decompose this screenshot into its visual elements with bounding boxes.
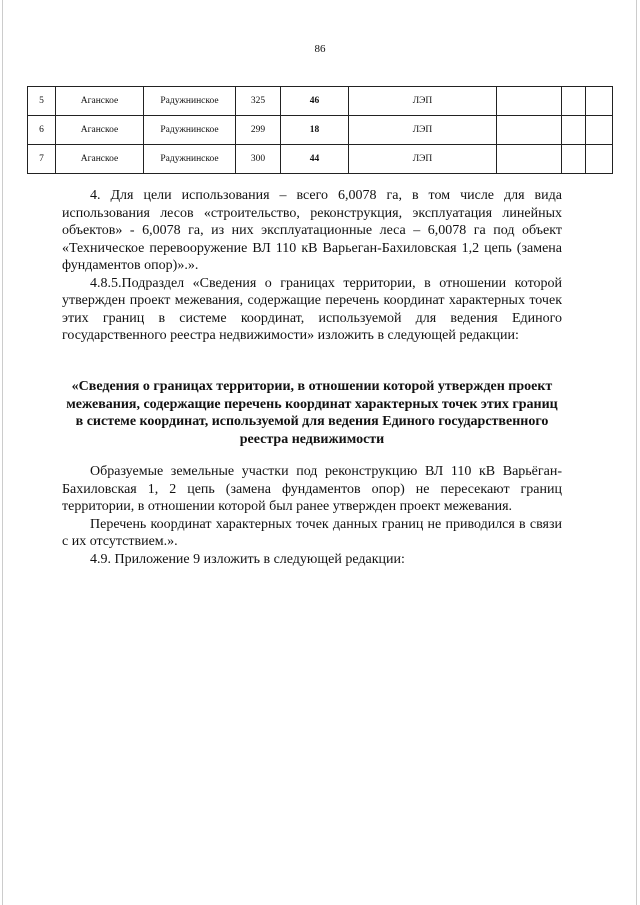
cell-empty <box>586 145 613 174</box>
body-block-2 <box>62 463 562 568</box>
cell-settlement: Аганское <box>56 87 144 116</box>
paragraph-parcels: Образуемые земельные участки под реконструкцию ВЛ 110 кВ Варьёган-Бахиловская 1, 2 цепь (замена фундаментов опор) не пересекают границ территории, в отношении которой был ранее утвержден проект межевания. <box>62 464 562 514</box>
cell-empty <box>497 116 562 145</box>
cell-empty <box>497 145 562 174</box>
paragraph-subsection: 4.8.5.Подраздел «Сведения о границах территории, в отношении которой утвержден проект межевания, содержащие перечень координат характерных точек этих границ в системе координат, используемой для ведения Единого государственного реестра недвижимости» изложить в следующей редакции: <box>62 275 562 343</box>
cell-quarter: 325 <box>236 87 281 116</box>
cell-plot: 18 <box>281 116 349 145</box>
body-block-1 <box>62 187 562 345</box>
scan-edge-left <box>2 0 3 905</box>
cell-empty <box>562 87 586 116</box>
cell-quarter: 300 <box>236 145 281 174</box>
cell-empty <box>562 145 586 174</box>
cell-empty <box>586 116 613 145</box>
paragraph-appendix: 4.9. Приложение 9 изложить в следующей редакции: <box>90 551 405 567</box>
cell-district: Радужнинское <box>144 87 236 116</box>
cell-district: Радужнинское <box>144 116 236 145</box>
cell-settlement: Аганское <box>56 145 144 174</box>
cell-empty <box>497 87 562 116</box>
cell-number: 6 <box>28 116 56 145</box>
table-row <box>28 145 613 174</box>
cell-empty <box>586 87 613 116</box>
cell-district: Радужнинское <box>144 145 236 174</box>
cell-quarter: 299 <box>236 116 281 145</box>
cell-settlement: Аганское <box>56 116 144 145</box>
cell-plot: 44 <box>281 145 349 174</box>
cell-number: 5 <box>28 87 56 116</box>
cell-number: 7 <box>28 145 56 174</box>
cell-purpose: ЛЭП <box>349 116 497 145</box>
section-heading: «Сведения о границах территории, в отношении которой утвержден проект межевания, содержащие перечень координат характерных точек этих границ в системе координат, используемой для ведения Единого государственного реестра недвижимости <box>66 379 558 447</box>
cell-purpose: ЛЭП <box>349 145 497 174</box>
table-row <box>28 116 613 145</box>
table-row <box>28 87 613 116</box>
cell-purpose: ЛЭП <box>349 87 497 116</box>
paragraph-coordinates: Перечень координат характерных точек данных границ не приводился в связи с их отсутствием.». <box>62 516 562 549</box>
cell-empty <box>562 116 586 145</box>
cell-plot: 46 <box>281 87 349 116</box>
page-number: 86 <box>314 43 326 55</box>
parcels-table <box>27 86 613 174</box>
paragraph-purpose: 4. Для цели использования – всего 6,0078 га, в том числе для вида использования лесов «строительство, реконструкция, эксплуатация линейных объектов» - 6,0078 га, из них эксплуатационные леса – 6,0078 га под объект «Техническое перевооружение ВЛ 110 кВ Варьеган-Бахиловская 1,2 цепь (замена фундаментов опор)».». <box>62 188 562 273</box>
scan-edge-right <box>636 0 637 905</box>
